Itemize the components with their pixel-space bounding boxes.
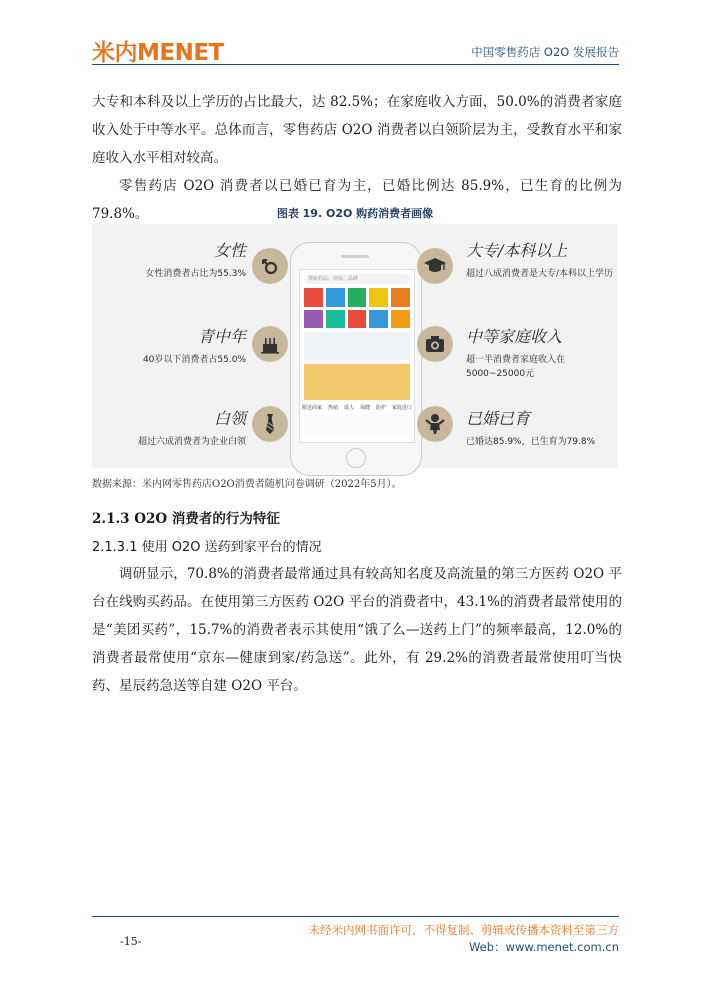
camera-icon xyxy=(417,326,453,362)
feature-title: 青中年 xyxy=(197,327,246,346)
baby-icon xyxy=(417,406,453,442)
feature-middle-income xyxy=(466,324,616,381)
phone-tab: 防护 xyxy=(375,405,386,411)
feature-title: 白领 xyxy=(213,409,246,428)
footer-divider xyxy=(92,916,619,917)
phone-tab: 附近商家 xyxy=(302,405,323,411)
feature-desc: 女性消费者占比为55.3% xyxy=(145,269,246,279)
feature-desc: 超过六成消费者为企业白领 xyxy=(137,437,246,447)
feature-young-middle-aged xyxy=(96,324,246,367)
phone-home-button xyxy=(346,448,366,468)
phone-category-grid xyxy=(304,288,410,328)
page-number: -15- xyxy=(120,935,142,948)
subsection-heading: 2.1.3.1 使用 O2O 送药到家平台的情况 xyxy=(92,540,322,555)
birthday-cake-icon xyxy=(252,326,288,362)
feature-title: 女性 xyxy=(213,241,246,260)
figure-source: 数据来源：米内网零售药店O2O消费者随机问卷调研（2022年5月）。 xyxy=(92,479,402,490)
phone-mockup xyxy=(290,242,422,476)
feature-college-educated xyxy=(466,238,616,281)
feature-married-with-children xyxy=(466,406,616,449)
phone-tab: 成人 xyxy=(343,405,354,411)
graduation-cap-icon xyxy=(417,248,453,284)
feature-desc: 超一半消费者家庭收入在5000~25000元 xyxy=(466,355,566,379)
phone-tab: 家庭进口 xyxy=(391,405,412,411)
feature-desc: 40岁以下消费者占55.0% xyxy=(142,355,246,365)
feature-title: 已婚已育 xyxy=(466,409,531,428)
phone-doctor-panel xyxy=(304,332,410,360)
phone-screen xyxy=(299,269,415,443)
feature-title: 大专/本科以上 xyxy=(466,241,568,260)
intro-paragraph-2: 零售药店 O2O 消费者以已婚已育为主，已婚比例达 85.9%，已生育的比例为 79.8%。 xyxy=(92,178,622,222)
section-heading: 2.1.3 O2O 消费者的行为特征 xyxy=(92,511,280,527)
website-link[interactable]: Web：www.menet.com.cn xyxy=(468,940,619,954)
phone-search-bar: 搜索药品、症状、品牌 xyxy=(304,274,410,284)
phone-tab: 保健 xyxy=(359,405,370,411)
footer-notice xyxy=(309,922,620,956)
consumer-portrait-figure xyxy=(92,224,618,468)
feature-white-collar xyxy=(96,406,246,449)
figure-title: 图表 19. O2O 购药消费者画像 xyxy=(276,207,434,220)
menet-logo: 米内MENET xyxy=(92,40,224,66)
copyright-notice: 未经米内网书面许可，不得复制、剪辑或传播本资料至第三方 xyxy=(308,923,619,937)
feature-female xyxy=(96,238,246,281)
feature-title: 中等家庭收入 xyxy=(466,327,563,346)
feature-desc: 超过八成消费者是大专/本科以上学历 xyxy=(466,269,614,279)
intro-paragraph-1: 大专和本科及以上学历的占比最大，达 82.5%；在家庭收入方面，50.0%的消费者家庭收入处于中等水平。总体而言，零售药店 O2O 消费者以白领阶层为主，受教育水平和家庭收入水平相对较高。 xyxy=(92,94,622,166)
phone-speaker xyxy=(341,255,369,258)
phone-store-list xyxy=(304,415,410,435)
phone-tab-bar xyxy=(302,404,412,411)
female-icon xyxy=(252,248,288,284)
feature-desc: 已婚达85.9%，已生育为79.8% xyxy=(466,437,596,447)
header-divider xyxy=(92,64,619,65)
phone-promo-banner xyxy=(304,364,410,400)
section-paragraph: 调研显示，70.8%的消费者最常通过具有较高知名度及高流量的第三方医药 O2O 平台在线购买药品。在使用第三方医药 O2O 平台的消费者中，43.1%的消费者最常使用的是“美团买药”，15.7%的消费者表示其使用“饿了么—送药上门”的频率最高，12.0%的消费者最常使用“京东—健康到家/药急送”。此外，有 29.2%的消费者最常使用叮当快药、星辰药急送等自建 O2O 平台。 xyxy=(92,566,622,694)
report-title: 中国零售药店 O2O 发展报告 xyxy=(471,45,619,59)
necktie-icon xyxy=(252,406,288,442)
phone-tab: 热销 xyxy=(327,405,338,411)
